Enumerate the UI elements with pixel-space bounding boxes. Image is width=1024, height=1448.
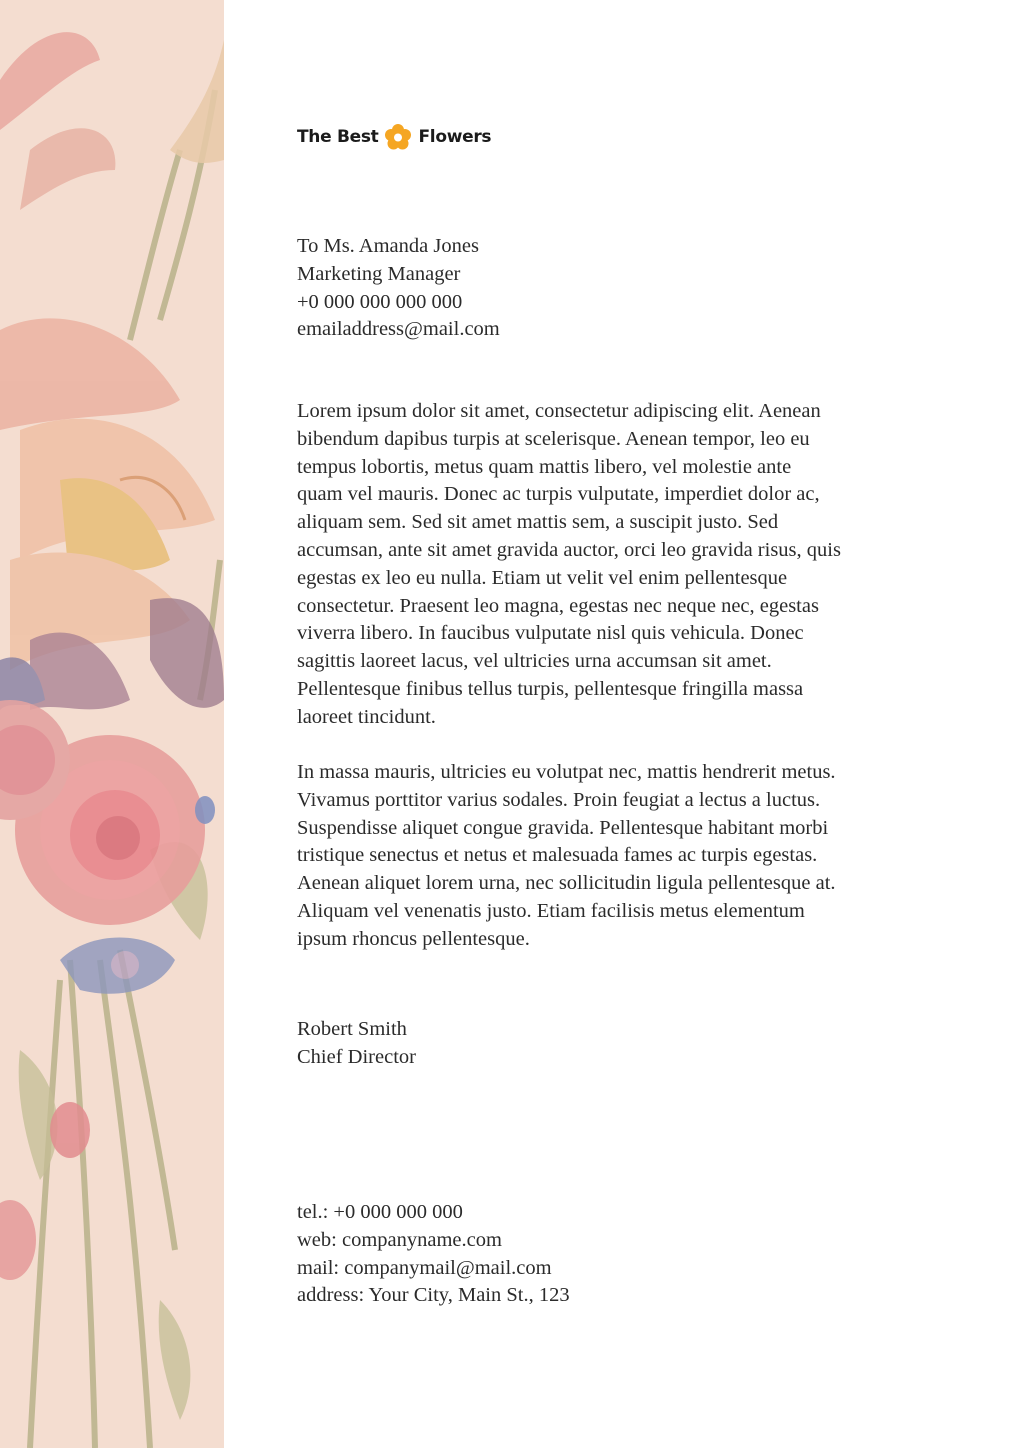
letter-paragraph-1 bbox=[297, 398, 947, 732]
paragraph-line: viverra libero. In faucibus vulputate nisl quis vehicula. Donec bbox=[297, 622, 804, 645]
recipient-name: To Ms. Amanda Jones bbox=[297, 235, 479, 257]
logo-text-right: Flowers bbox=[418, 127, 492, 147]
paragraph-line: Suspendisse aliquet congue gravida. Pellentesque habitant morbi bbox=[297, 816, 829, 839]
paragraph-line: Lorem ipsum dolor sit amet, consectetur adipiscing elit. Aenean bbox=[297, 400, 821, 422]
company-logo bbox=[297, 120, 491, 154]
paragraph-line: Aenean aliquet lorem urna, nec sollicitudin ligula pellentesque at. bbox=[297, 872, 836, 895]
paragraph-line: Pellentesque finibus tellus turpis, pellentesque fringilla massa bbox=[297, 677, 804, 700]
paragraph-line: tristique senectus et netus et malesuada fames ac turpis egestas. bbox=[297, 844, 818, 867]
paragraph-line: Vivamus porttitor varius sodales. Proin feugiat a lectus a luctus. bbox=[297, 788, 821, 811]
signature-block bbox=[297, 1016, 947, 1072]
paragraph-line: egestas ex leo eu nulla. Etiam ut velit vel enim pellentesque bbox=[297, 566, 788, 589]
floral-illustration bbox=[0, 0, 224, 1448]
paragraph-line: sagittis laoreet lacus, vel ultricies urna accumsan sit amet. bbox=[297, 650, 772, 673]
paragraph-line: In massa mauris, ultricies eu volutpat nec, mattis hendrerit metus. bbox=[297, 761, 836, 783]
paragraph-line: accumsan, ante sit amet gravida auctor, orci leo gravida risus, quis bbox=[297, 538, 841, 561]
recipient-email: emailaddress@mail.com bbox=[297, 318, 500, 341]
signature-title: Chief Director bbox=[297, 1045, 416, 1068]
contact-web: web: companyname.com bbox=[297, 1228, 502, 1251]
contact-mail: mail: companymail@mail.com bbox=[297, 1256, 552, 1279]
paragraph-line: laoreet tincidunt. bbox=[297, 705, 436, 728]
paragraph-line: aliquam sem. Sed sit amet mattis sem, a suscipit justo. Sed bbox=[297, 511, 779, 534]
paragraph-line: quam vel mauris. Donec ac turpis vulputate, imperdiet dolor ac, bbox=[297, 483, 820, 506]
recipient-title: Marketing Manager bbox=[297, 262, 461, 285]
signature-name: Robert Smith bbox=[297, 1018, 407, 1040]
recipient-block bbox=[297, 233, 947, 344]
floral-side-panel bbox=[0, 0, 224, 1448]
recipient-phone: +0 000 000 000 000 bbox=[297, 290, 463, 313]
logo-text-left: The Best bbox=[297, 127, 379, 147]
paragraph-line: tempus lobortis, metus quam mattis libero, vel molestie ante bbox=[297, 455, 792, 478]
contact-address: address: Your City, Main St., 123 bbox=[297, 1284, 570, 1307]
flower-icon bbox=[384, 123, 412, 151]
paragraph-line: bibendum dapibus turpis at scelerisque. Aenean tempor, leo eu bbox=[297, 427, 810, 450]
contact-block bbox=[297, 1199, 947, 1310]
paragraph-line: ipsum rhoncus pellentesque. bbox=[297, 927, 530, 950]
contact-tel: tel.: +0 000 000 000 bbox=[297, 1201, 463, 1223]
letter-paragraph-2 bbox=[297, 759, 947, 954]
paragraph-line: consectetur. Praesent leo magna, egestas nec neque nec, egestas bbox=[297, 594, 819, 617]
paragraph-line: Aliquam vel venenatis justo. Etiam facilisis metus elementum bbox=[297, 899, 805, 922]
